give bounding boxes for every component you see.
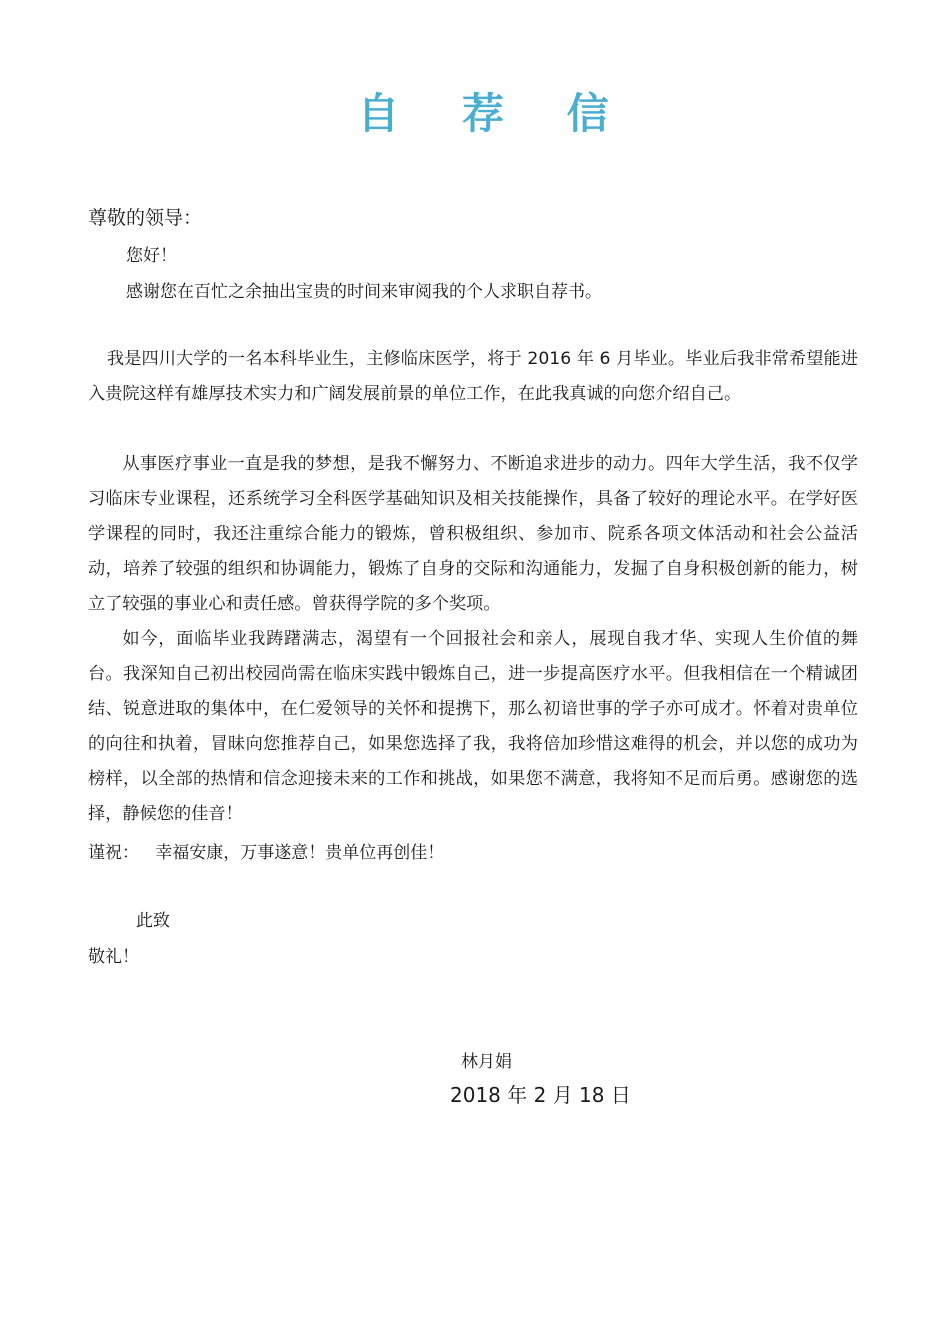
letter-title: 自 荐 信: [357, 89, 633, 138]
closing-jingli: 敬礼！: [88, 947, 139, 967]
paragraph-aspiration: 如今，面临毕业我踌躇满志，渴望有一个回报社会和亲人，展现自我才华、实现人生价值的舞台。我深知自己初出校园尚需在临床实践中锻炼自己，进一步提高医疗水平。但我相信在一个精诚团结、锐意进取的集体中，在仁爱领导的关怀和提携下，那么初谙世事的学子亦可成才。怀着对贵单位的向往和执着，冒昧向您推荐自己，如果您选择了我，我将倍加珍惜这难得的机会，并以您的成功为榜样，以全部的热情和信念迎接未来的工作和挑战，如果您不满意，我将知不足而后勇。感谢您的选择，静候您的佳音！: [88, 629, 858, 824]
paragraph-experience: 从事医疗事业一直是我的梦想，是我不懈努力、不断追求进步的动力。四年大学生活，我不仅学习临床专业课程，还系统学习全科医学基础知识及相关技能操作，具备了较好的理论水平。在学好医学课程的同时，我还注重综合能力的锻炼，曾积极组织、参加市、院系各项文体活动和社会公益活动，培养了较强的组织和协调能力，锻炼了自身的交际和沟通能力，发掘了自身积极创新的能力，树立了较强的事业心和责任感。曾获得学院的多个奖项。: [88, 454, 858, 614]
wishes-line: 谨祝： 幸福安康，万事遂意！贵单位再创佳！: [88, 843, 445, 863]
signature-date: 2018 年 2 月 18 日: [450, 1083, 631, 1107]
closing-cizhi: 此致: [136, 911, 170, 931]
signature-name: 林月娟: [461, 1052, 512, 1072]
greeting: 您好！: [126, 246, 177, 266]
paragraph-intro: 我是四川大学的一名本科毕业生，主修临床医学，将于 2016 年 6 月毕业。毕业后我非常希望能进入贵院这样有雄厚技术实力和广阔发展前景的单位工作，在此我真诚的向您介绍自己。: [88, 349, 858, 404]
salutation: 尊敬的领导：: [88, 207, 203, 229]
thanks-line: 感谢您在百忙之余抽出宝贵的时间来审阅我的个人求职自荐书。: [126, 282, 602, 302]
